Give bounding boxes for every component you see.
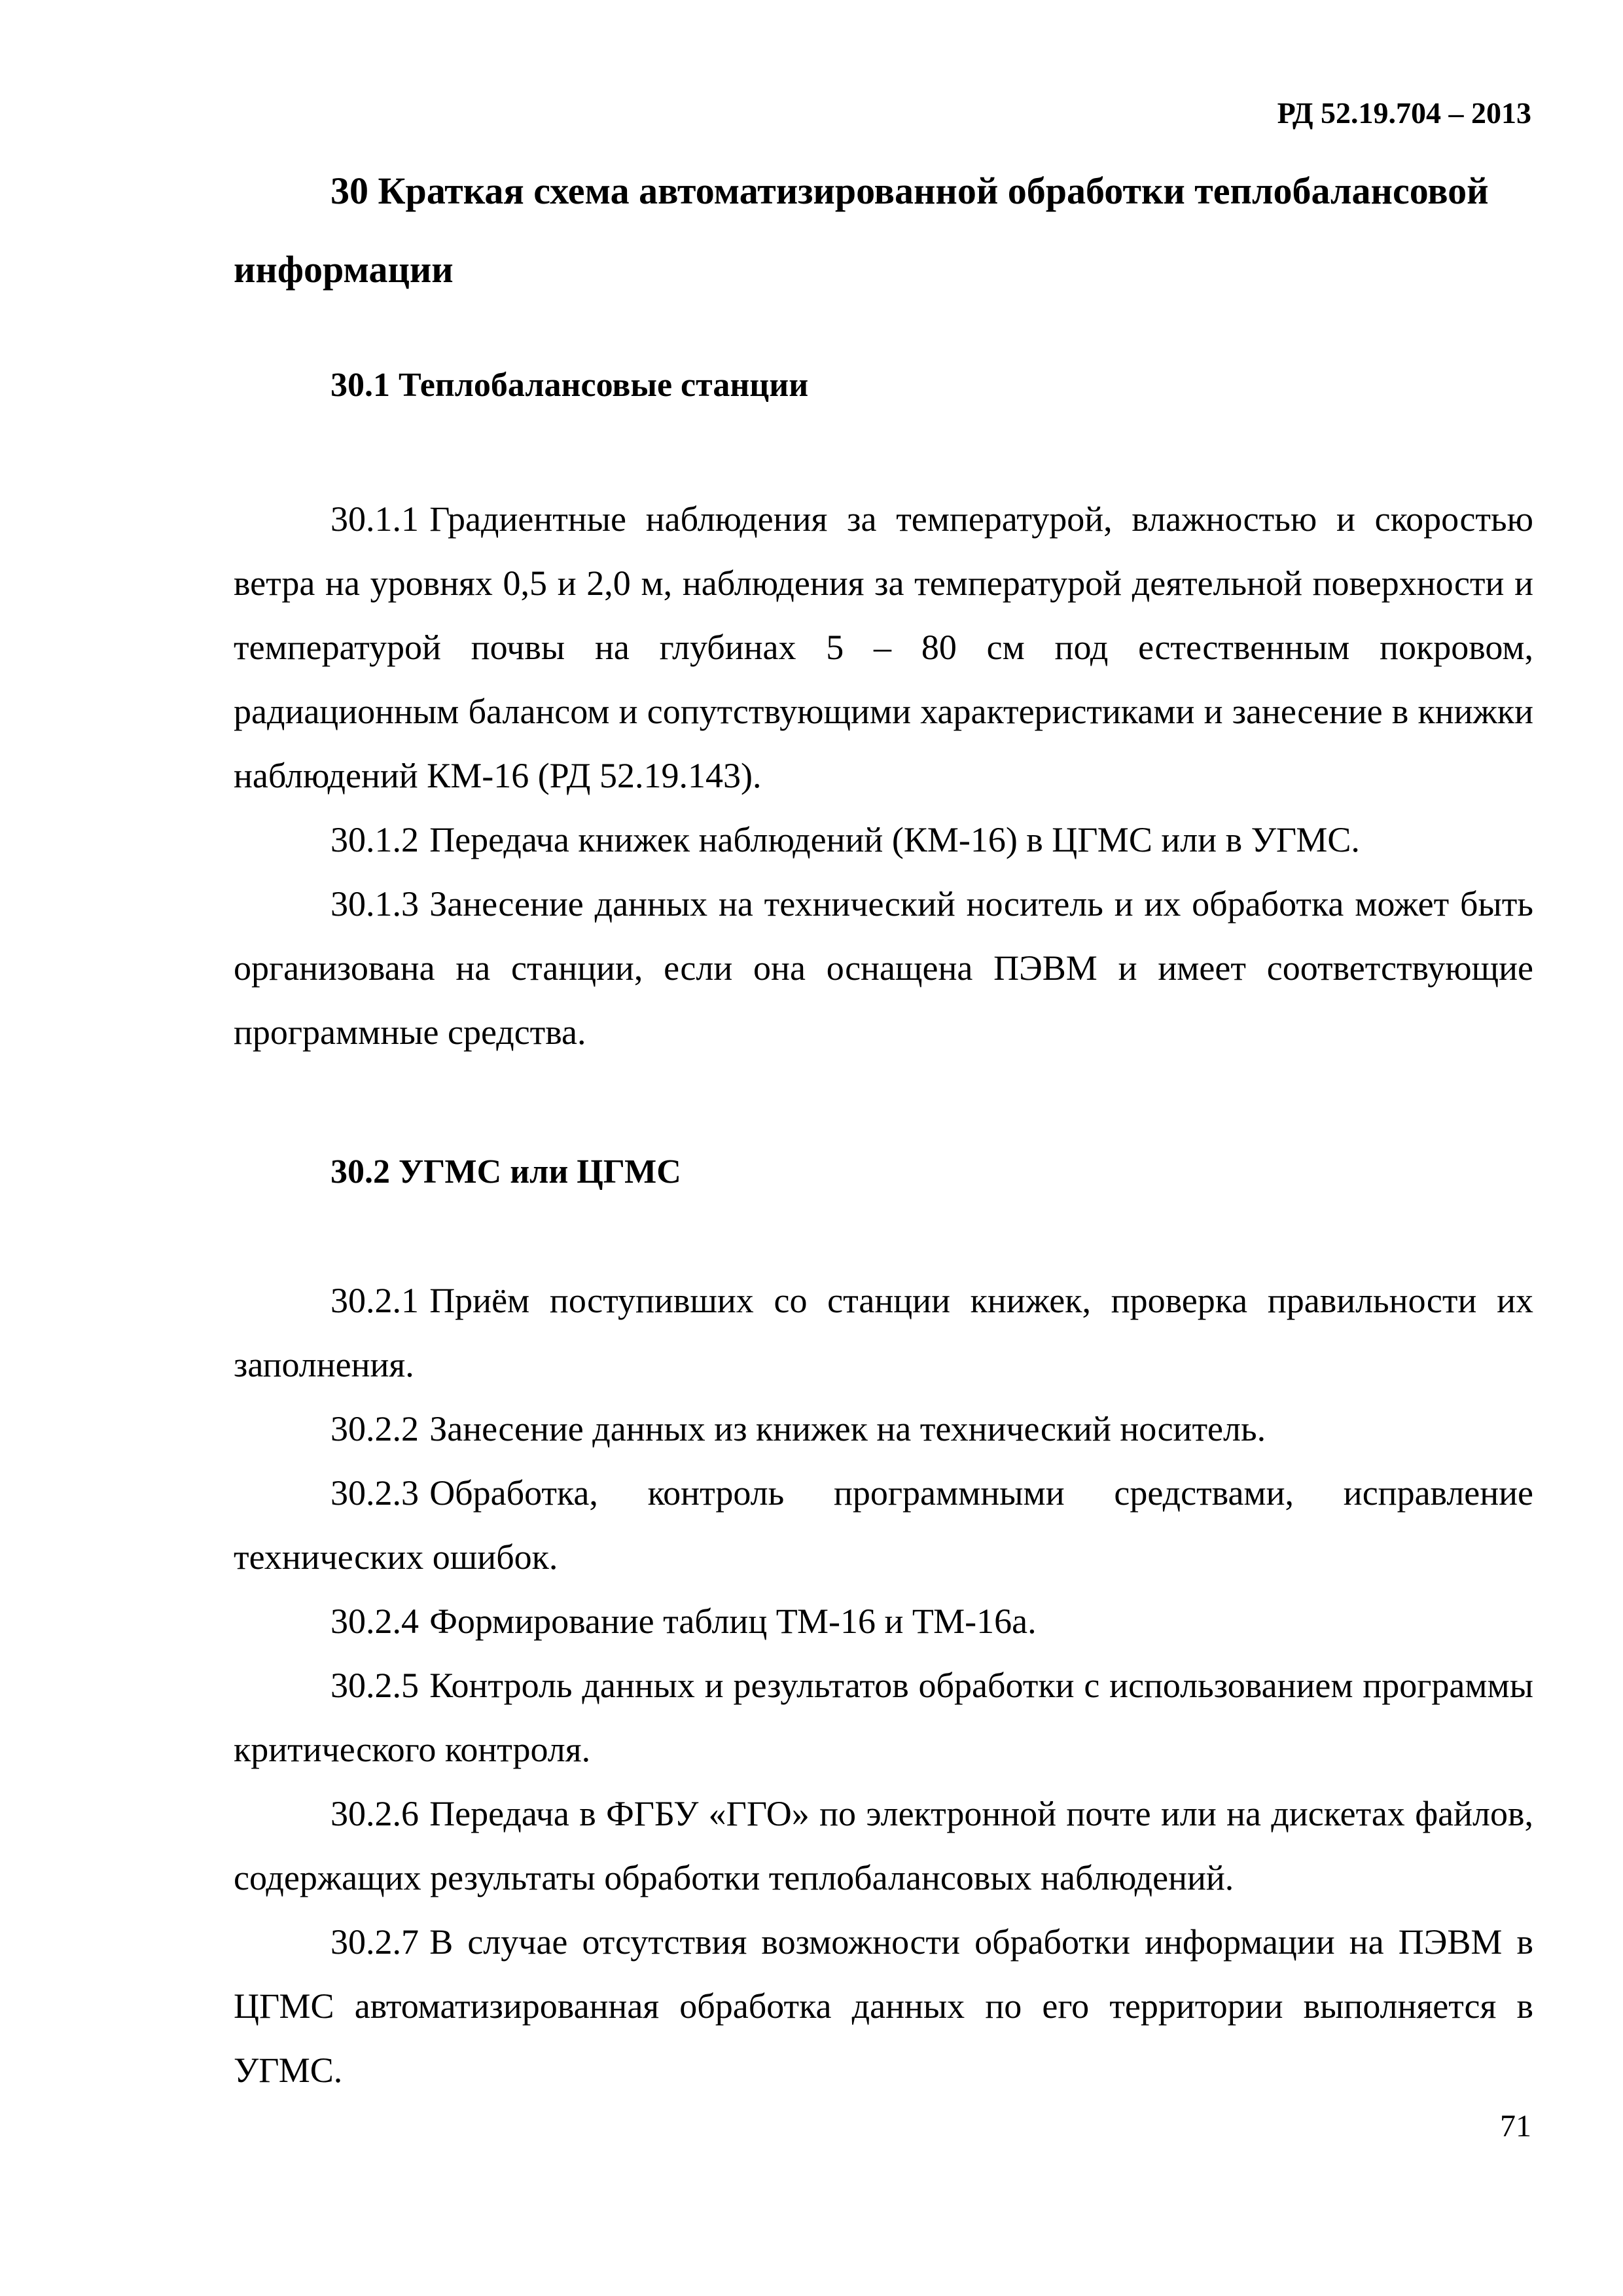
section-title-text: Краткая схема автоматизированной обработки теплобалансовой информации (234, 170, 1489, 291)
paragraph-30-2-1 (234, 1268, 1533, 1397)
paragraph-30-2-5 (234, 1653, 1533, 1782)
paragraph-text: Контроль данных и результатов обработки с использованием программы критического контроля. (234, 1666, 1533, 1769)
subsection-body-30-1 (234, 487, 1533, 1064)
paragraph-text: Формирование таблиц ТМ-16 и ТМ-16а. (429, 1602, 1037, 1641)
section-number: 30 (330, 170, 368, 212)
paragraph-number: 30.2.1 (330, 1281, 419, 1320)
subsection-number: 30.1 (330, 367, 390, 404)
paragraph-number: 30.2.3 (330, 1473, 419, 1513)
paragraph-number: 30.2.5 (330, 1666, 419, 1705)
paragraph-text: Градиентные наблюдения за температурой, влажностью и скоростью ветра на уровнях 0,5 и 2,0 м, наблюдения за температурой деятельной поверхности и температурой почвы на глубинах 5 – 80 см под естественным покровом, радиационным балансом и сопутствующими характеристиками и занесение в книжки наблюдений КМ-16 (РД 52.19.143). (234, 499, 1533, 795)
paragraph-30-2-3 (234, 1461, 1533, 1589)
paragraph-30-2-7 (234, 1910, 1533, 2102)
paragraph-text: В случае отсутствия возможности обработки информации на ПЭВМ в ЦГМС автоматизированная обработка данных по его территории выполняется в УГМС. (234, 1922, 1533, 2090)
paragraph-30-2-4 (234, 1589, 1533, 1653)
document-code: РД 52.19.704 – 2013 (1277, 96, 1531, 130)
paragraph-30-1-2 (234, 808, 1533, 872)
paragraph-number: 30.2.7 (330, 1922, 419, 1962)
paragraph-text: Передача книжек наблюдений (КМ-16) в ЦГМС или в УГМС. (429, 820, 1360, 859)
paragraph-number: 30.1.3 (330, 884, 419, 924)
subsection-body-30-2 (234, 1268, 1533, 2102)
section-title (234, 152, 1533, 309)
paragraph-number: 30.2.4 (330, 1602, 419, 1641)
subsection-number: 30.2 (330, 1153, 390, 1191)
subsection-title: Теплобалансовые станции (399, 367, 809, 404)
paragraph-text: Занесение данных из книжек на технический носитель. (429, 1409, 1266, 1448)
paragraph-number: 30.2.6 (330, 1794, 419, 1833)
paragraph-number: 30.1.1 (330, 499, 419, 539)
subsection-heading-30-1 (330, 365, 808, 406)
paragraph-30-1-3 (234, 872, 1533, 1064)
paragraph-30-1-1 (234, 487, 1533, 808)
paragraph-30-2-2 (234, 1397, 1533, 1461)
paragraph-30-2-6 (234, 1782, 1533, 1910)
paragraph-text: Занесение данных на технический носитель и их обработка может быть организована на станции, если она оснащена ПЭВМ и имеет соответствующие программные средства. (234, 884, 1533, 1052)
subsection-heading-30-2 (330, 1152, 681, 1193)
subsection-title: УГМС или ЦГМС (399, 1153, 681, 1191)
page-number: 71 (1500, 2109, 1531, 2144)
paragraph-number: 30.2.2 (330, 1409, 419, 1448)
paragraph-text: Обработка, контроль программными средствами, исправление технических ошибок. (234, 1473, 1533, 1577)
paragraph-text: Передача в ФГБУ «ГГО» по электронной почте или на дискетах файлов, содержащих результаты обработки теплобалансовых наблюдений. (234, 1794, 1533, 1897)
paragraph-text: Приём поступивших со станции книжек, проверка правильности их заполнения. (234, 1281, 1533, 1384)
paragraph-number: 30.1.2 (330, 820, 419, 859)
